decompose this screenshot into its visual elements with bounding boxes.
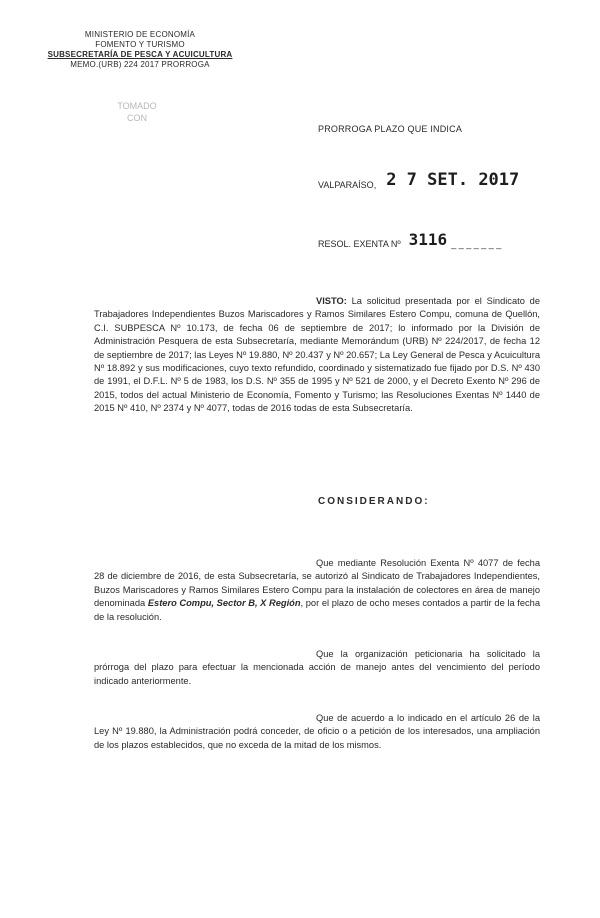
area-de-manejo-name: Estero Compu, Sector B, X Región bbox=[147, 598, 301, 609]
para1-before: Que mediante Resolución Exenta Nº 4077 de fecha 28 de diciembre de 2016, de esta Subsecretaría, se autorizó al Sindicato de Trabajadores Independientes, Buzos Mariscadores y Ramos Similares Estero Compu para la instalación de colectores en área de manejo denominada bbox=[94, 558, 540, 609]
place-date bbox=[318, 170, 519, 190]
place-label: VALPARAÍSO, bbox=[318, 180, 377, 190]
stamp-line-2: CON bbox=[127, 113, 147, 123]
ministry-name: MINISTERIO DE ECONOMÍA bbox=[84, 30, 196, 39]
considerando-heading: CONSIDERANDO: bbox=[318, 496, 430, 507]
memo-reference: MEMO.(URB) 224 2017 PRORROGA bbox=[70, 60, 210, 69]
visto-text: La solicitud presentada por el Sindicato de Trabajadores Independientes Buzos Mariscadores y Ramos Similares Estero Compu, comuna de Quellón, C.I. SUBPESCA Nº 10.173, de fecha 06 de septiembre de 2017; lo informado por la División de Administración Pesquera de esta Subsecretaría, mediante Memorándum (URB) Nº 224/2017, de fecha 12 de septiembre de 2017; las Leyes Nº 19.880, Nº 20.437 y Nº 20.657; La Ley General de Pesca y Acuicultura Nº 18.892 y sus modificaciones, cuyo texto refundido, coordinado y sistematizado fue fijado por D.S. Nº 430 de 1991, el D.F.L. Nº 5 de 1983, los D.S. Nº 355 de 1995 y Nº 521 de 2000, y el Decreto Exento Nº 296 de 2015, todos del actual Ministerio de Economía, Fomento y Turismo; las Resoluciones Exentas Nº 1440 de 2015 Nº 410, Nº 2374 y Nº 4077, todas de 2016 todas de esta Subsecretaría. bbox=[94, 296, 540, 414]
resolution-underline: _ _ _ _ _ _ _ bbox=[451, 239, 502, 249]
visto-label: VISTO: bbox=[316, 296, 347, 306]
letterhead bbox=[30, 30, 250, 70]
date-stamp: 2 7 SET. 2017 bbox=[386, 170, 520, 190]
considerando-paragraph-2: Que la organización peticionaria ha solicitado la prórroga del plazo para efectuar la mencionada acción de manejo antes del vencimiento del período indicado anteriormente. bbox=[94, 649, 540, 686]
subject-line: PRORROGA PLAZO QUE INDICA bbox=[318, 124, 463, 134]
visto-paragraph bbox=[94, 295, 540, 416]
considerando-paragraph-1 bbox=[94, 557, 540, 624]
ministry-subtitle: FOMENTO Y TURISMO bbox=[95, 40, 185, 49]
stamp-line-1: TOMADO bbox=[117, 101, 157, 111]
resolution-number: 3116 bbox=[408, 230, 448, 249]
para1-after: , por el plazo de ocho meses contados a partir de la fecha de la resolución. bbox=[94, 598, 540, 622]
resolution-line bbox=[318, 230, 501, 249]
subsecretaria-name: SUBSECRETARÍA DE PESCA Y ACUICULTURA bbox=[47, 50, 233, 59]
resolution-label: RESOL. EXENTA Nº bbox=[318, 239, 401, 249]
considerando-paragraph-3: Que de acuerdo a lo indicado en el artículo 26 de la Ley Nº 19.880, la Administración podrá conceder, de oficio o a petición de los interesados, una ampliación de los plazos establecidos, que no exceda de la mitad de los mismos. bbox=[94, 713, 540, 750]
tomado-stamp bbox=[112, 100, 162, 140]
